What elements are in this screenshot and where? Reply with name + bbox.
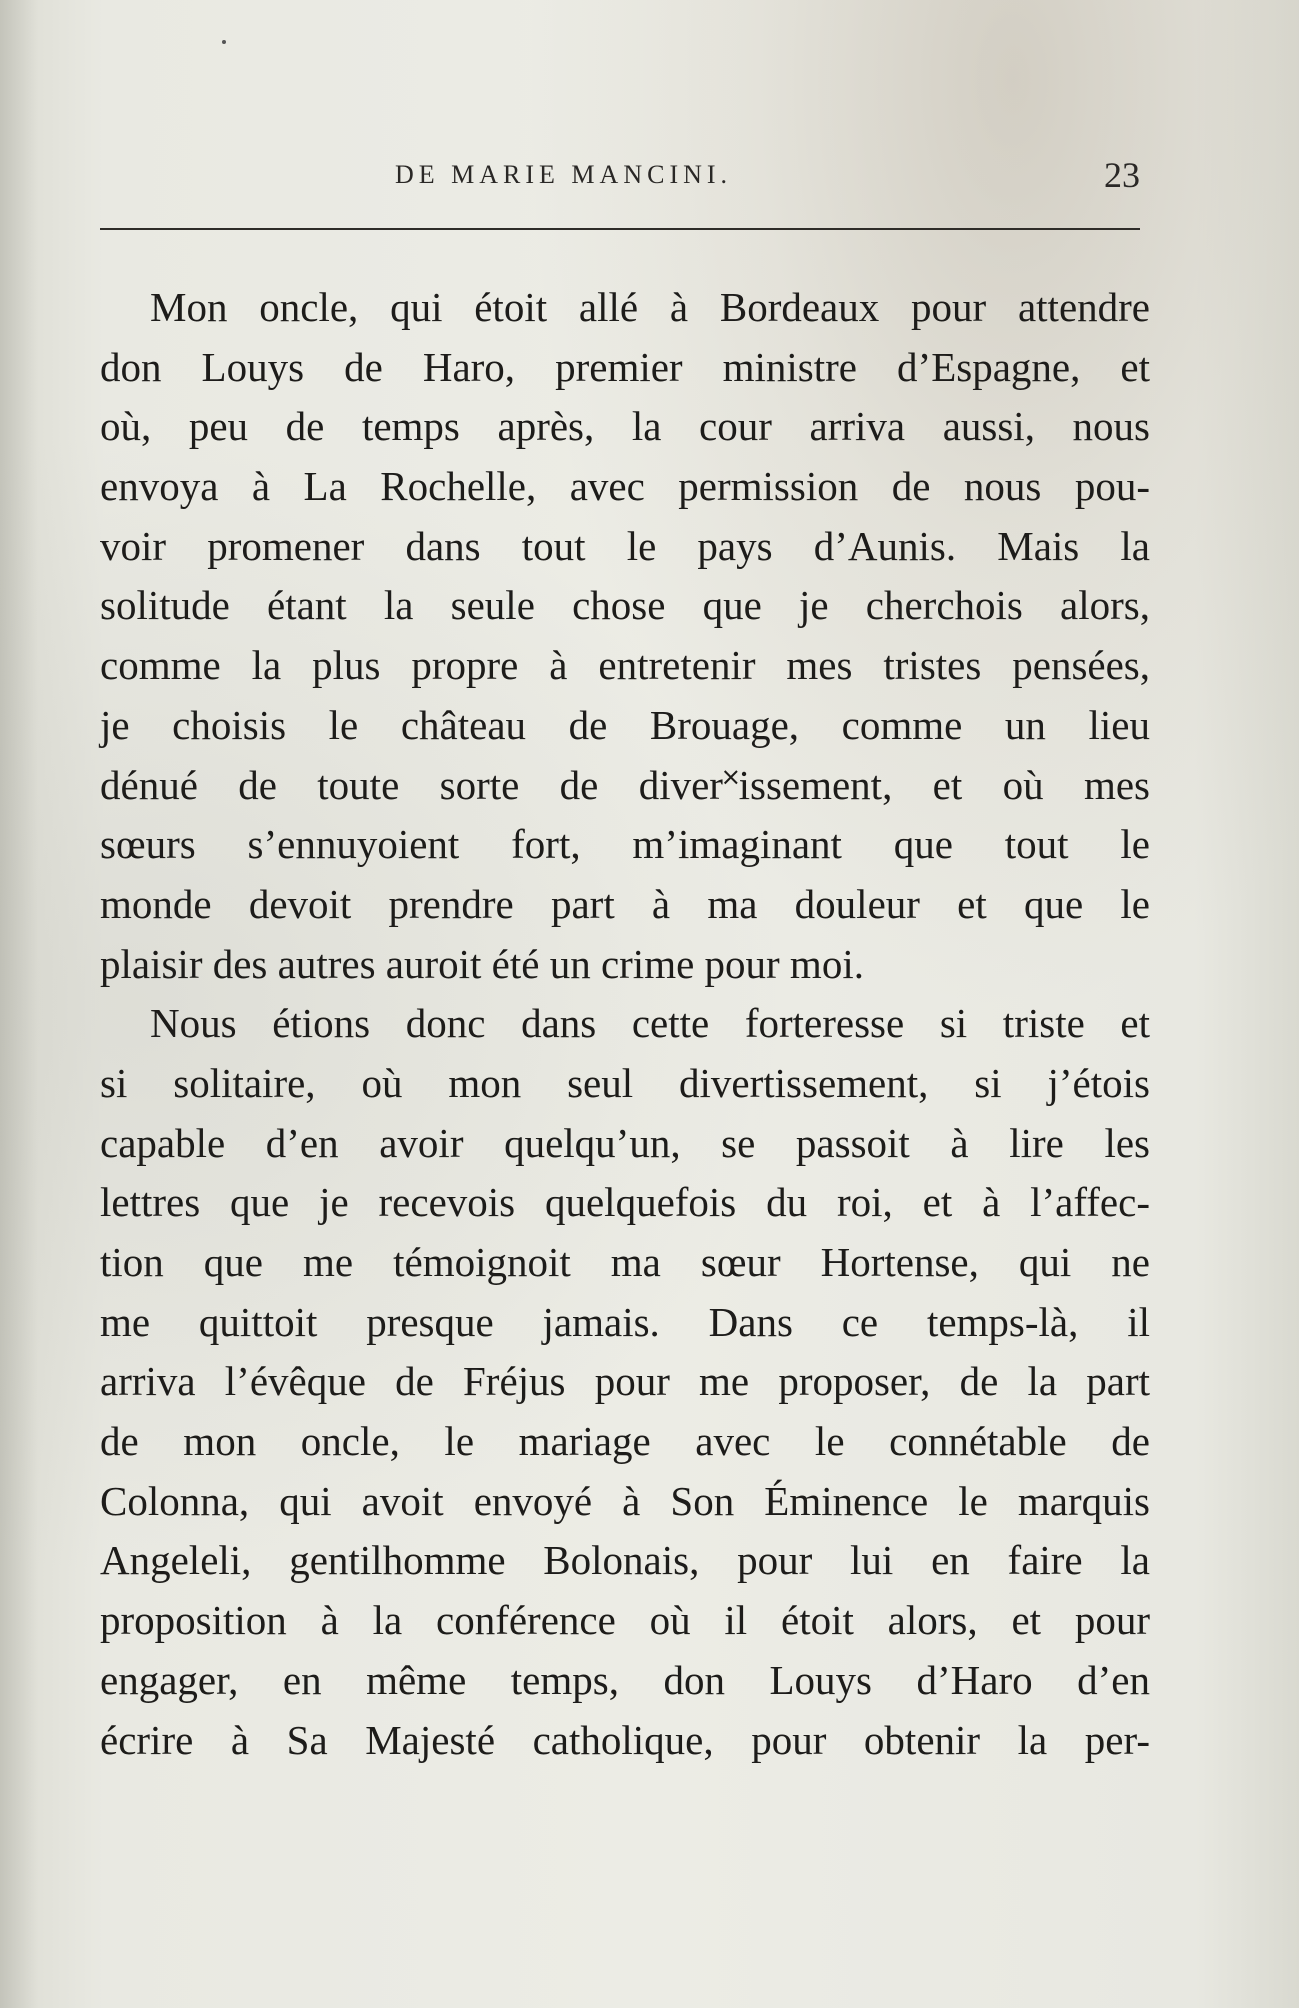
text-line: où, peu de temps après, la cour arriva aussi, nous: [100, 403, 1150, 450]
text-line: sœurs s’ennuyoient fort, m’imaginant que tout le: [100, 821, 1150, 868]
text-line: engager, en même temps, don Louys d’Haro d’en: [100, 1656, 1150, 1703]
text-line: Nous étions donc dans cette forteresse si triste et: [150, 1000, 1150, 1047]
paragraph: [100, 994, 1150, 1770]
text-line: si solitaire, où mon seul divertissement, si j’étois: [100, 1059, 1150, 1106]
ink-speck: [222, 40, 226, 44]
text-line: envoya à La Rochelle, avec permission de nous pou-: [100, 463, 1150, 510]
running-head-title: DE MARIE MANCINI.: [395, 160, 733, 189]
text-line: comme la plus propre à entretenir mes tristes pensées,: [100, 642, 1150, 689]
text-line: proposition à la conférence où il étoit alors, et pour: [100, 1597, 1150, 1644]
text-line: plaisir des autres auroit été un crime pour moi.: [100, 940, 864, 987]
page-number: 23: [1104, 155, 1140, 195]
running-head: [100, 155, 1140, 204]
text-line: monde devoit prendre part à ma douleur et que le: [100, 880, 1150, 927]
text-line: voir promener dans tout le pays d’Aunis. Mais la: [100, 522, 1150, 569]
body-text: [100, 278, 1150, 1770]
text-line: Mon oncle, qui étoit allé à Bordeaux pour attendre: [150, 284, 1150, 330]
text-line: écrire à Sa Majesté catholique, pour obtenir la per-: [100, 1716, 1150, 1763]
header-rule: [100, 228, 1140, 230]
text-line: tion que me témoignoit ma sœur Hortense, qui ne: [100, 1239, 1150, 1285]
text-line: de mon oncle, le mariage avec le connétable de: [100, 1418, 1150, 1465]
text-line: lettres que je recevois quelquefois du roi, et à l’affec-: [100, 1179, 1150, 1226]
paragraph: [100, 278, 1150, 994]
text-line: don Louys de Haro, premier ministre d’Espagne, et: [100, 343, 1150, 390]
text-line: Angeleli, gentilhomme Bolonais, pour lui en faire la: [100, 1537, 1150, 1584]
text-line: dénué de toute sorte de diver˟issement, et où mes: [100, 761, 1150, 808]
text-line: me quittoit presque jamais. Dans ce temps-là, il: [100, 1298, 1150, 1345]
text-line: je choisis le château de Brouage, comme un lieu: [100, 701, 1150, 748]
text-line: arriva l’évêque de Fréjus pour me proposer, de la part: [100, 1358, 1150, 1405]
text-line: capable d’en avoir quelqu’un, se passoit à lire les: [100, 1119, 1150, 1166]
page-edge-shadow: [0, 0, 38, 2008]
text-line: Colonna, qui avoit envoyé à Son Éminence le marquis: [100, 1477, 1150, 1524]
text-line: solitude étant la seule chose que je cherchois alors,: [100, 582, 1150, 629]
